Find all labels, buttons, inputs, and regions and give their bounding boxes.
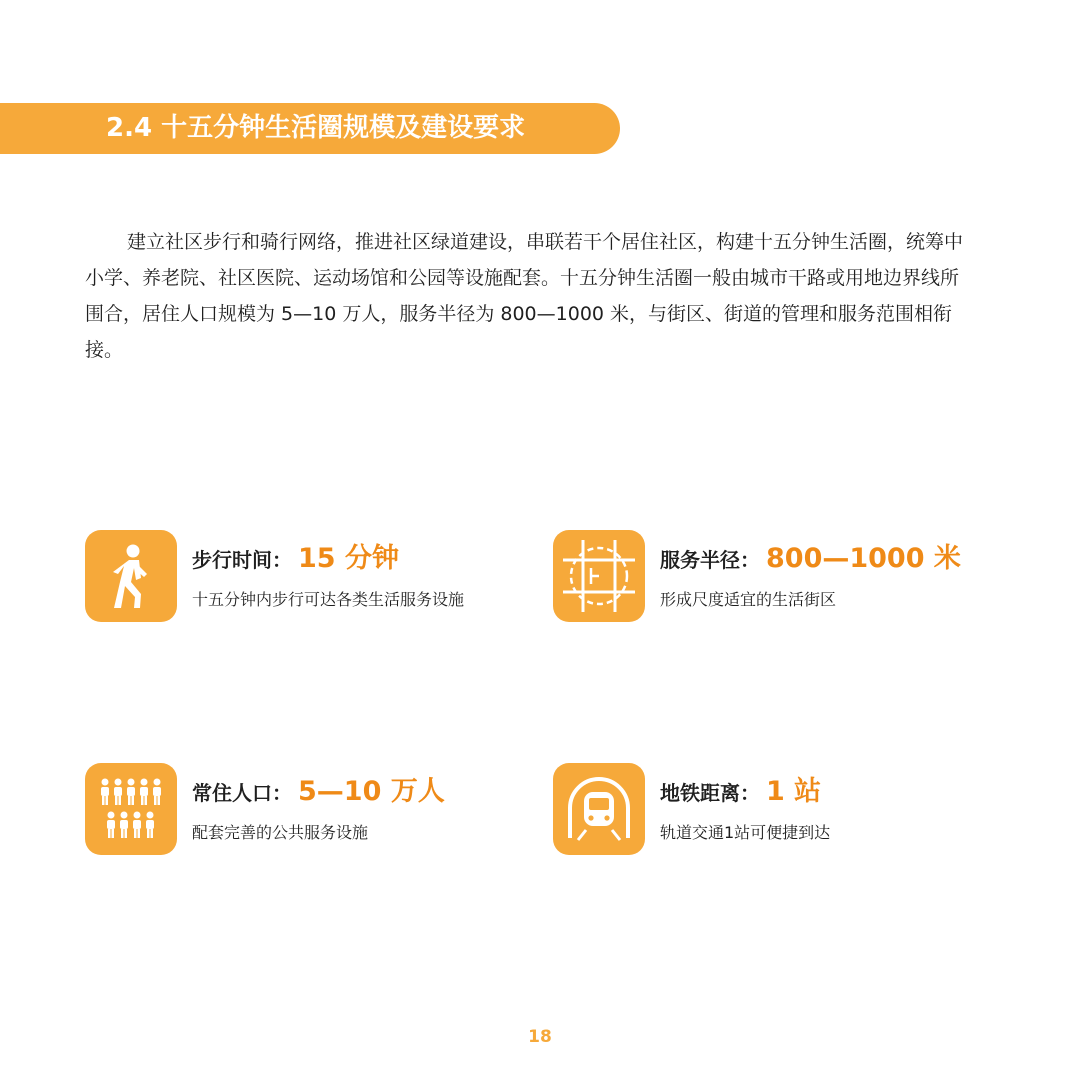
feature-description: 轨道交通1站可便捷到达 bbox=[660, 823, 831, 842]
feature-description: 配套完善的公共服务设施 bbox=[192, 823, 369, 842]
intro-paragraph: 建立社区步行和骑行网络，推进社区绿道建设，串联若干个居住社区，构建十五分钟生活圈，统筹中小学、养老院、社区医院、运动场馆和公园等设施配套。十五分钟生活圈一般由城市干路或用地边界线所围合，居住人口规模为 5—10 万人，服务半径为 800—1000 米，与街区、街道的管理和服务范围相衔接。 bbox=[85, 231, 964, 361]
feature-head bbox=[192, 536, 399, 575]
feature-label: 步行时间： bbox=[192, 548, 292, 572]
walking-person-icon bbox=[85, 530, 177, 622]
feature-head bbox=[660, 769, 821, 808]
feature-value: 15 分钟 bbox=[298, 543, 399, 574]
feature-label: 常住人口： bbox=[192, 781, 292, 805]
feature-head bbox=[192, 769, 445, 808]
feature-value: 800—1000 米 bbox=[766, 543, 961, 574]
population-icon bbox=[85, 763, 177, 855]
page-number: 18 bbox=[528, 1027, 552, 1047]
section-title: 2.4 十五分钟生活圈规模及建设要求 bbox=[106, 113, 526, 143]
feature-description: 形成尺度适宜的生活街区 bbox=[660, 590, 837, 609]
service-radius-icon bbox=[553, 530, 645, 622]
feature-value: 5—10 万人 bbox=[298, 776, 445, 807]
section-title-banner bbox=[0, 103, 620, 154]
feature-head bbox=[660, 536, 961, 575]
feature-value: 1 站 bbox=[766, 776, 822, 807]
feature-label: 服务半径： bbox=[660, 548, 760, 572]
feature-label: 地铁距离： bbox=[660, 781, 760, 805]
feature-description: 十五分钟内步行可达各类生活服务设施 bbox=[192, 590, 465, 609]
subway-icon bbox=[553, 763, 645, 855]
